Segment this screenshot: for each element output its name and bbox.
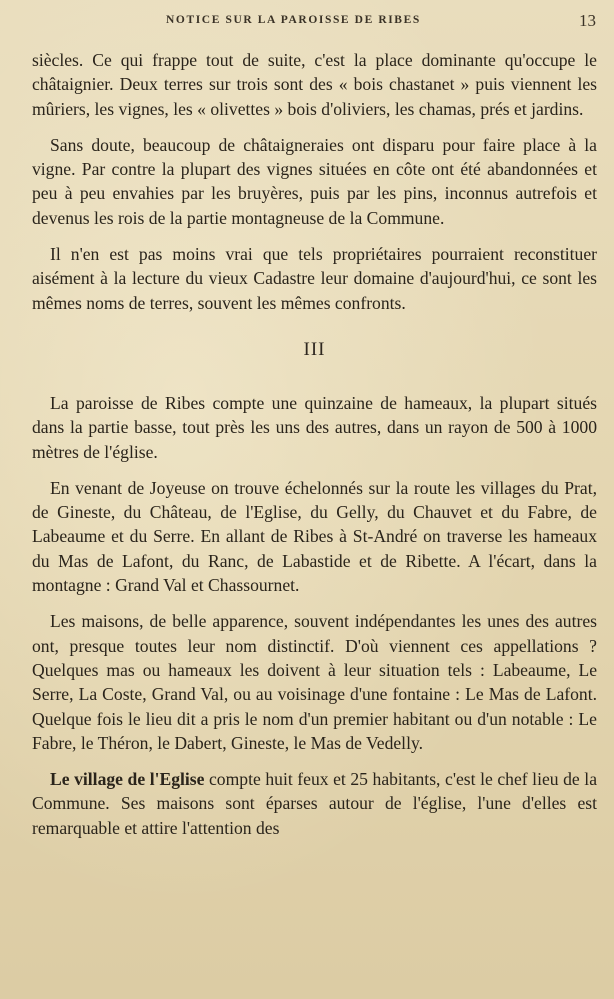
paragraph: En venant de Joyeuse on trouve échelonnés sur la route les villages du Prat, de Gineste, du Château, de l'Eglise, du Gelly, du Chauvet et du Fabre, de Labeaume et du Serre. En allant de Ribes à St-André on traverse les hameaux du Mas de Lafont, du Ranc, de Labastide et de Ribette. A l'écart, dans la montagne : Grand Val et Chassournet. (32, 477, 597, 596)
paragraph: Il n'en est pas moins vrai que tels propriétaires pourraient reconstituer aisément à la lecture du vieux Cadastre leur domaine d'aujourd'hui, ce sont les mêmes noms de terres, souvent les mêmes confronts. (32, 244, 597, 313)
paragraph: La paroisse de Ribes compte une quinzaine de hameaux, la plupart situés dans la partie basse, tout près les uns des autres, dans un rayon de 500 à 1000 mètres de l'église. (32, 392, 597, 462)
paragraph: Sans doute, beaucoup de châtaigneraies ont disparu pour faire place à la vigne. Par contre la plupart des vignes situées en côte ont été abandonnées et peu à peu envahies par les bruyères, puis par les pins, inconnus autrefois et devenus les rois de la partie montagneuse de la Commune. (32, 134, 597, 228)
section-heading: III (303, 338, 326, 360)
page-header (0, 10, 614, 32)
running-title: NOTICE SUR LA PAROISSE DE RIBES (166, 14, 421, 26)
page-number: 13 (579, 11, 596, 30)
paragraph-last (32, 767, 597, 840)
paragraph: Les maisons, de belle apparence, souvent indépendantes les unes des autres ont, presque toutes leur nom distinctif. D'où viennent ces appellations ? Quelques mas ou hameaux les doivent à leur situation tels : Labeaume, Le Serre, La Coste, Grand Val, ou au voisinage d'une fontaine : Le Mas de Lafont. Quelque fois le lieu dit a pris le nom d'un premier habitant ou d'un notable : Le Fabre, le Théron, le Dabert, Gineste, le Mas de Vedelly. (32, 611, 597, 753)
page-body (32, 48, 597, 852)
paragraph-text: compte huit feux et 25 habitants, c'est le chef lieu de la Commune. Ses maisons sont éparses autour de l'église, l'une d'elles est remarquable et attire l'attention des (32, 769, 597, 838)
paragraph: siècles. Ce qui frappe tout de suite, c'est la place dominante qu'occupe le châtaignier. Deux terres sur trois sont des « bois chastanet » puis viennent les mûriers, les vignes, les « olivettes » bois d'oliviers, les chamas, prés et jardins. (32, 50, 597, 119)
bold-lead-text: Le village de l'Eglise (50, 769, 205, 790)
